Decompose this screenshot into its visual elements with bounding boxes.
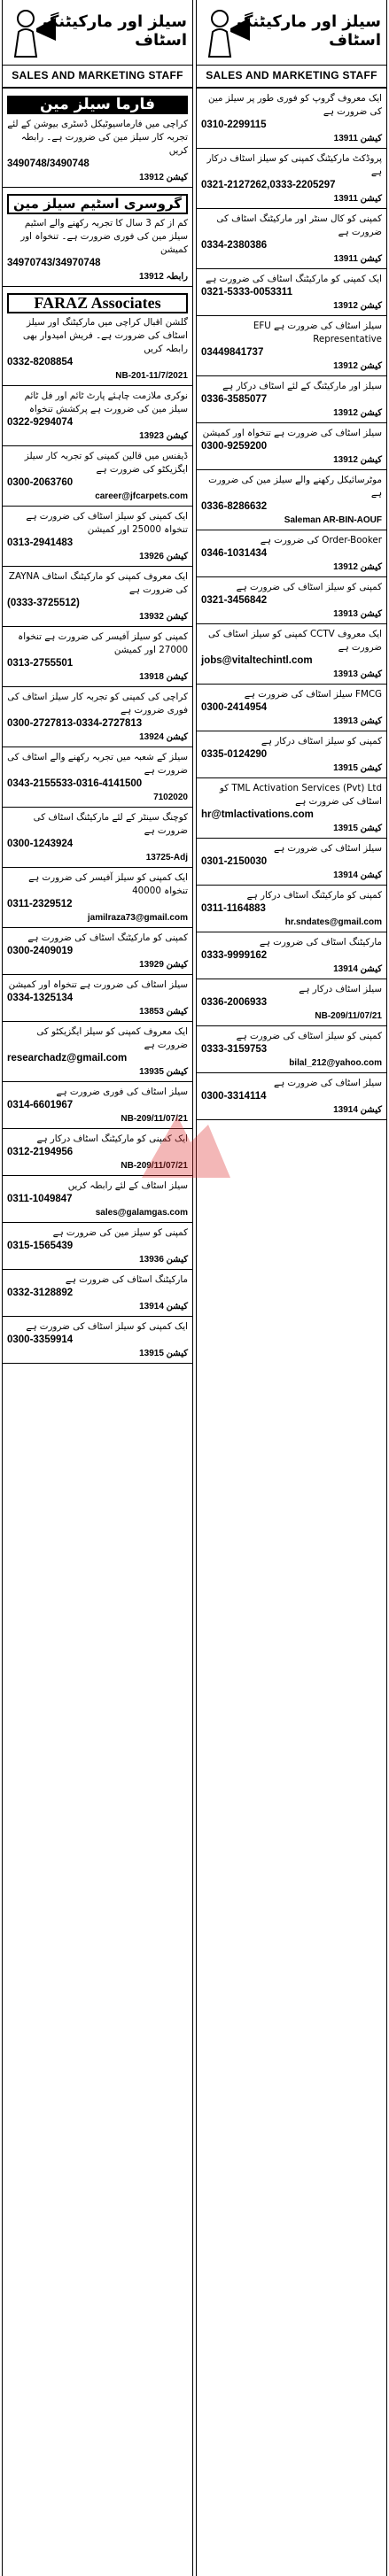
ad-body-text: کمپنی کو سیلز آفیسر کی ضرورت ہے تنخواہ 27000 اور کمیشن [18, 631, 188, 655]
classified-ad [3, 1317, 192, 1364]
right-column [196, 0, 387, 2576]
classified-ad [197, 89, 386, 149]
ad-body-text: ایک کمپنی کو مارکیٹنگ اسٹاف درکار ہے [36, 1133, 188, 1144]
ad-reference-code: کیشن 13924 [139, 732, 188, 742]
ad-reference-code: bilal_212@yahoo.com [289, 1058, 382, 1068]
ad-reference-code: کیشن 13929 [139, 960, 188, 970]
classified-ad [197, 209, 386, 269]
classified-ad [3, 386, 192, 446]
classified-ad [197, 731, 386, 778]
ad-contact: 0300-2409019 [7, 946, 74, 956]
ad-reference-code: NB-209/11/07/21 [121, 1161, 188, 1171]
ad-body-text: کوچنگ سینٹر کے لئے مارکیٹنگ اسٹاف کی ضرورت ہے [33, 812, 188, 836]
classified-ad [197, 685, 386, 731]
classified-ad [3, 687, 192, 747]
ad-body-text: کمپنی کو سیلز اسٹاف کی ضرورت ہے [236, 1031, 382, 1041]
ad-body-text: سیلز اور مارکیٹنگ کے لئے اسٹاف درکار ہے [222, 381, 382, 391]
left-column [2, 0, 193, 2576]
ad-contact: 0311-2329512 [7, 899, 73, 909]
classified-ad [3, 1223, 192, 1270]
section-header [3, 0, 192, 89]
classified-ad [197, 316, 386, 376]
ad-reference-code: کیشن 13911 [333, 134, 382, 143]
classified-ad [3, 1022, 192, 1082]
ad-reference-code: کیشن 13915 [139, 1349, 188, 1358]
ad-reference-code: کیشن 13913 [333, 716, 382, 726]
ad-reference-code: Saleman AR-BIN-AOUF [284, 515, 382, 525]
ad-body-text: سیلز اسٹاف درکار ہے [299, 984, 382, 994]
left-ads-list [3, 89, 192, 1364]
ad-contact: 0315-1565439 [7, 1241, 74, 1251]
classified-ad [197, 839, 386, 886]
classified-ad [197, 577, 386, 624]
header-urdu-title: سیلز اور مارکیٹنگ اسٹاف [42, 12, 187, 50]
ad-reference-code: کیشن 13913 [333, 609, 382, 619]
ad-contact: 0334-2380386 [201, 240, 268, 251]
ad-contact: researchadz@gmail.com [7, 1053, 128, 1064]
ad-reference-code: کیشن 13915 [333, 824, 382, 833]
classified-ad [197, 624, 386, 685]
ad-contact: 0300-2063760 [7, 477, 74, 488]
ad-contact: 0313-2755501 [7, 658, 74, 669]
classified-ad [197, 778, 386, 839]
classified-ad [197, 530, 386, 577]
ad-contact: jobs@vitaltechintl.com [201, 655, 313, 666]
ad-contact: 0322-9294074 [7, 417, 74, 428]
ad-reference-code: jamilraza73@gmail.com [87, 913, 188, 923]
classified-ad [3, 975, 192, 1022]
ad-contact: 3490748/3490748 [7, 159, 89, 169]
classified-ad [3, 446, 192, 507]
ad-body-text: موٹرسائیکل رکھنے والے سیلز مین کی ضرورت ہے [208, 475, 382, 499]
ad-body-text: ایک کمپنی کو سیلز آفیسر کی ضرورت ہے تنخواہ 40000 [28, 872, 188, 896]
ad-reference-code: کیشن 13912 [333, 301, 382, 311]
ad-contact: 0336-2006933 [201, 997, 268, 1008]
ad-body-text: ایک کمپنی کو سیلز اسٹاف کی ضرورت ہے تنخواہ 25000 اور کمیشن [26, 511, 188, 535]
ad-contact: 0300-2727813-0334-2727813 [7, 718, 143, 729]
ad-body-text: ایک کمپنی کو سیلز اسٹاف کی ضرورت ہے [26, 1321, 188, 1332]
ad-reference-code: sales@galamgas.com [95, 1208, 188, 1218]
ad-reference-code: کیشن 13914 [333, 964, 382, 974]
ad-contact: 0300-9259200 [201, 441, 268, 452]
header-english-title: SALES AND MARKETING STAFF [3, 65, 192, 81]
classified-ad [3, 89, 192, 188]
classified-ad [3, 188, 192, 287]
ad-contact: 0333-3159753 [201, 1044, 268, 1055]
ad-reference-code: hr.sndates@gmail.com [284, 917, 382, 927]
ad-reference-code: کیشن 13914 [333, 1105, 382, 1115]
ad-body-text: Order-Booker کی ضرورت ہے [260, 535, 382, 545]
ad-body-text: نوکری ملازمت چاہئے پارٹ ٹائم اور فل ٹائم سیلز مین کی ضرورت ہے پرکشش تنخواہ [24, 391, 188, 414]
ad-reference-code: کیشن 13936 [139, 1255, 188, 1265]
header-english-title: SALES AND MARKETING STAFF [197, 65, 386, 81]
classified-ad [3, 1129, 192, 1176]
classified-ad [3, 287, 192, 386]
ad-contact: 0321-3456842 [201, 595, 268, 606]
ad-reference-code: کیشن 13914 [139, 1302, 188, 1311]
ad-reference-code: 13725-Adj [145, 853, 188, 863]
ad-reference-code: کیشن 13926 [139, 552, 188, 561]
ad-body-text: کمپنی کو مارکیٹنگ اسٹاف کی ضرورت ہے [27, 932, 188, 943]
ad-contact: 34970743/34970748 [7, 258, 101, 268]
classified-ad [3, 507, 192, 567]
ad-contact: 0335-0124290 [201, 749, 268, 760]
ad-reference-code: NB-201-11/7/2021 [115, 371, 188, 381]
ad-body-text: ایک معروف CCTV کمپنی کو سیلز اسٹاف کی ضرورت ہے [208, 629, 382, 653]
ad-contact: 0336-3585077 [201, 394, 268, 405]
ad-contact: 0343-2155533-0316-4141500 [7, 778, 143, 789]
ad-body-text: گلشن اقبال کراچی میں مارکیٹنگ اور سیلز اسٹاف کی ضرورت ہے۔ فریش امیدوار بھی رابطہ کریں [22, 317, 188, 354]
ad-boxed-heading: گروسری اسٹیم سیلز مین [7, 194, 188, 214]
ad-body-text: ایک معروف کمپنی کو مارکیٹنگ اسٹاف ZAYNA کی ضرورت ہے [8, 571, 188, 595]
ad-reference-code: کیشن 13913 [333, 669, 382, 679]
header-urdu-title: سیلز اور مارکیٹنگ اسٹاف [236, 12, 381, 50]
section-header [197, 0, 386, 89]
ad-body-text: سیلز اسٹاف کی ضرورت ہے EFU Representative [253, 321, 382, 344]
ad-reference-code: کیشن 13912 [333, 455, 382, 465]
classified-ad [3, 1082, 192, 1129]
classified-ad [3, 808, 192, 868]
ad-reference-code: کیشن 13932 [139, 612, 188, 622]
ad-body-text: سیلز اسٹاف کی ضرورت ہے تنخواہ اور کمیشن [202, 428, 382, 438]
ad-contact: 0311-1164883 [201, 903, 266, 914]
ad-body-text: کمپنی کو مارکیٹنگ اسٹاف درکار ہے [246, 890, 382, 901]
ad-contact: 0300-3314114 [201, 1091, 267, 1102]
ad-contact: 0346-1031434 [201, 548, 268, 559]
ad-body-text: کراچی کی کمپنی کو تجربہ کار سیلز اسٹاف کی فوری ضرورت ہے [7, 692, 188, 716]
ad-body-text: TML Activation Services (Pvt) Ltd کو اسٹاف کی ضرورت ہے [219, 783, 382, 807]
ad-contact: hr@tmlactivations.com [201, 809, 314, 820]
ad-contact: 0301-2150030 [201, 856, 268, 867]
ad-contact: 0312-2194956 [7, 1147, 74, 1157]
ad-contact: 0300-2414954 [201, 702, 268, 713]
ad-contact: 0321-2127262,0333-2205297 [201, 180, 336, 190]
ad-reference-code: کیشن 13912 [333, 408, 382, 418]
ad-contact: 0300-3359914 [7, 1334, 74, 1345]
classified-ad [197, 423, 386, 470]
ad-body-text: ڈیفنس میں قالین کمپنی کو تجربہ کار سیلز ایگزیکٹو کی ضرورت ہے [24, 451, 188, 475]
ad-contact: 0332-3128892 [7, 1288, 74, 1298]
right-ads-list [197, 89, 386, 1120]
ad-reference-code: کیشن 13912 [333, 562, 382, 572]
ad-body-text: سیلز اسٹاف کی ضرورت ہے [274, 843, 382, 854]
ad-body-text: ایک معروف کمپنی کو سیلز ایگزیکٹو کی ضرورت ہے [36, 1026, 188, 1050]
classified-ad [3, 1176, 192, 1223]
ad-body-text: کمپنی کو سیلز مین کی ضرورت ہے [52, 1227, 188, 1238]
ad-body-text: کمپنی کو سیلز اسٹاف کی ضرورت ہے [236, 582, 382, 592]
ad-contact: 0334-1325134 [7, 993, 74, 1003]
ad-reference-code: NB-209/11/07/21 [121, 1114, 188, 1124]
ad-contact: 0313-2941483 [7, 538, 74, 548]
classified-ad [3, 747, 192, 808]
ad-body-text: ایک کمپنی کو مارکیٹنگ اسٹاف کی ضرورت ہے [206, 274, 382, 284]
ad-body-text: پروڈکٹ مارکیٹنگ کمپنی کو سیلز اسٹاف درکار ہے [206, 153, 382, 177]
classified-ad [197, 932, 386, 979]
ad-contact: 0310-2299115 [201, 120, 267, 130]
ad-reference-code: کیشن 13912 [333, 361, 382, 371]
ad-reference-code: کیشن 13915 [333, 763, 382, 773]
ad-contact: 0300-1243924 [7, 839, 74, 849]
classified-ad [197, 269, 386, 316]
classified-ad [197, 886, 386, 932]
classified-ad [197, 470, 386, 530]
ad-reference-code: کیشن 13911 [333, 194, 382, 204]
ad-contact: 0336-8286632 [201, 501, 268, 512]
classified-ad [3, 1270, 192, 1317]
ad-body-text: مارکیٹنگ اسٹاف کی ضرورت ہے [259, 937, 382, 948]
ad-reference-code: 7102020 [153, 793, 188, 802]
classified-ad [3, 928, 192, 975]
ad-body-text: کم از کم 3 سال کا تجربہ رکھنے والے اسٹیم سیلز مین کی فوری ضرورت ہے۔ تنخواہ اور کمیشن [20, 218, 188, 255]
ad-contact: 0321-5333-0053311 [201, 287, 292, 298]
ad-reference-code: کیشن 13853 [139, 1007, 188, 1017]
ad-body-text: سیلز اسٹاف کی ضرورت ہے [274, 1078, 382, 1088]
ad-contact: 0332-8208854 [7, 357, 74, 367]
classified-ad [197, 1026, 386, 1073]
classified-ad [3, 627, 192, 687]
classified-ad [3, 567, 192, 627]
classified-ad [197, 979, 386, 1026]
ad-body-text: کمپنی کو کال سنٹر اور مارکیٹنگ اسٹاف کی ضرورت ہے [216, 213, 382, 237]
classified-ad [197, 149, 386, 209]
ad-contact: 03449841737 [201, 347, 264, 358]
ad-body-text: سیلز اسٹاف کی فوری ضرورت ہے [56, 1087, 188, 1097]
ad-body-text: سیلز اسٹاف کے لئے رابطہ کریں [67, 1180, 188, 1191]
ad-reference-code: کیشن 13918 [139, 672, 188, 682]
ad-body-text: FMCG سیلز اسٹاف کی ضرورت ہے [244, 689, 382, 700]
ad-reference-code: NB-209/11/07/21 [315, 1011, 382, 1021]
ad-reference-code: رابطہ 13912 [138, 272, 188, 282]
ad-contact: 0314-6601967 [7, 1100, 74, 1110]
classified-ad [197, 1073, 386, 1120]
ad-reference-code: career@jfcarpets.com [95, 491, 188, 501]
ad-body-text: مارکیٹنگ اسٹاف کی ضرورت ہے [65, 1274, 188, 1285]
classified-ad [3, 868, 192, 928]
ad-body-text: ایک معروف گروپ کو فوری طور پر سیلز مین کی ضرورت ہے [207, 93, 382, 117]
ad-contact: 0311-1049847 [7, 1194, 73, 1204]
ad-reference-code: کیشن 13923 [139, 431, 188, 441]
ad-contact: 0333-9999162 [201, 950, 268, 961]
ad-reference-code: کیشن 13914 [333, 870, 382, 880]
ad-body-text: کمپنی کو سیلز اسٹاف درکار ہے [261, 736, 382, 746]
ad-body-text: سیلز کے شعبہ میں تجربہ رکھنے والے اسٹاف کی ضرورت ہے [7, 752, 188, 776]
ad-banner-heading: فارما سیلز مین [7, 96, 188, 114]
ad-reference-code: کیشن 13912 [139, 173, 188, 182]
ad-body-text: سیلز اسٹاف کی ضرورت ہے تنخواہ اور کمیشن [8, 979, 188, 990]
classified-ad [197, 376, 386, 423]
ad-body-text: کراچی میں فارماسیوٹیکل ڈسٹری بیوشن کے لئے تجربہ کار سیلز مین کی ضرورت ہے۔ رابطہ کریں [7, 119, 188, 156]
ad-company-heading: FARAZ Associates [7, 293, 188, 313]
ad-contact: (0333-3725512) [7, 598, 80, 608]
ad-reference-code: کیشن 13911 [333, 254, 382, 264]
ad-reference-code: کیشن 13935 [139, 1067, 188, 1077]
